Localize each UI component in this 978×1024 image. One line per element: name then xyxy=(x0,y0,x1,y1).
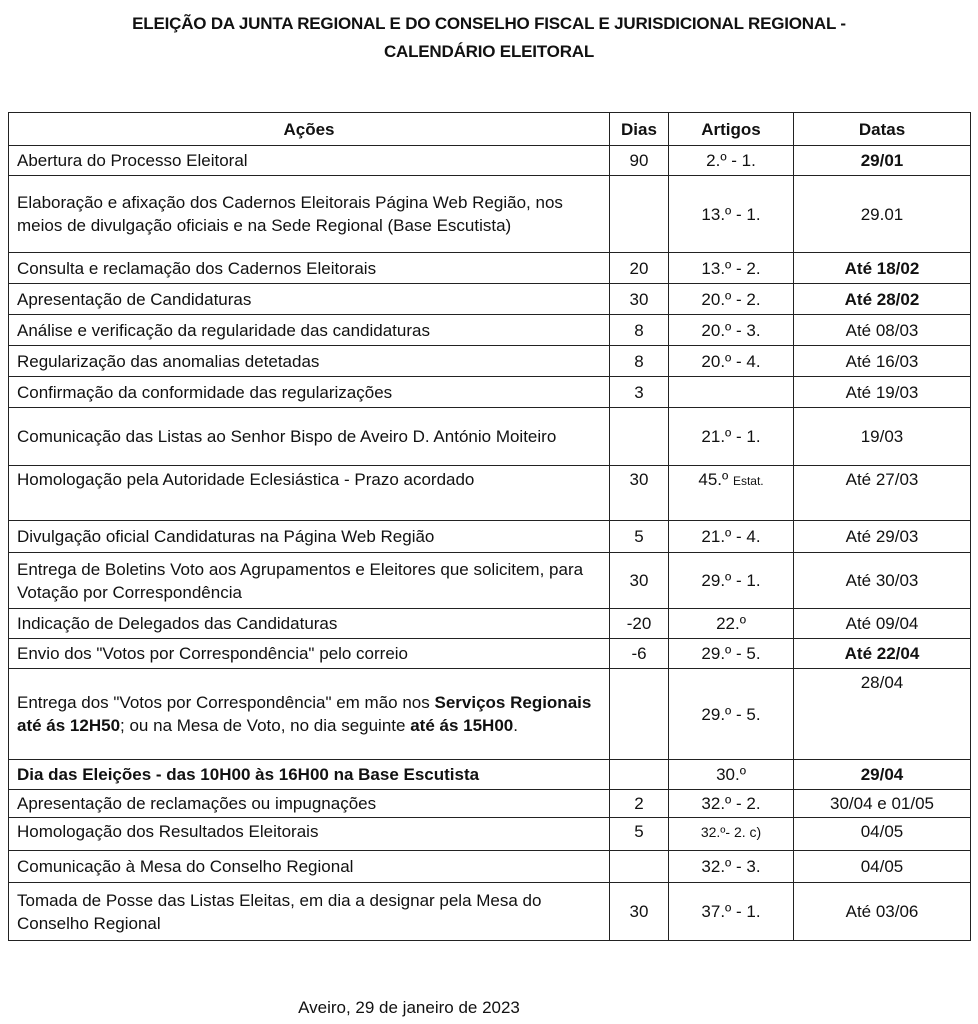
row-artigo: 32.º - 3. xyxy=(669,851,794,883)
row-artigo: 21.º - 1. xyxy=(669,408,794,466)
row-acao: Tomada de Posse das Listas Eleitas, em dia a designar pela Mesa do Conselho Regional xyxy=(9,883,610,941)
row-data: Até 08/03 xyxy=(794,315,971,346)
header-acoes: Ações xyxy=(9,113,610,146)
row-artigo: 13.º - 1. xyxy=(669,176,794,253)
row-acao: Entrega de Boletins Voto aos Agrupamentos e Eleitores que solicitem, para Votação por Correspondência xyxy=(9,553,610,609)
row-dias: 90 xyxy=(610,146,669,176)
row-acao: Dia das Eleições - das 10H00 às 16H00 na Base Escutista xyxy=(9,760,610,790)
table-row xyxy=(9,466,971,521)
acao-part: Entrega dos "Votos por Correspondência" em mão nos xyxy=(17,693,430,712)
row-acao: Apresentação de Candidaturas xyxy=(9,284,610,315)
row-acao: Apresentação de reclamações ou impugnações xyxy=(9,790,610,818)
row-data: 28/04 xyxy=(794,669,971,760)
row-artigo: 13.º - 2. xyxy=(669,253,794,284)
artigo-note: Estat. xyxy=(732,474,764,488)
row-dias xyxy=(610,176,669,253)
table-row xyxy=(9,851,971,883)
row-acao: Regularização das anomalias detetadas xyxy=(9,346,610,377)
title-line-1: ELEIÇÃO DA JUNTA REGIONAL E DO CONSELHO FISCAL E JURISDICIONAL REGIONAL - xyxy=(132,14,846,33)
row-artigo: 30.º xyxy=(669,760,794,790)
row-data: Até 16/03 xyxy=(794,346,971,377)
row-dias xyxy=(610,669,669,760)
row-dias: 30 xyxy=(610,284,669,315)
row-dias xyxy=(610,760,669,790)
row-data: Até 29/03 xyxy=(794,521,971,553)
row-artigo: 20.º - 4. xyxy=(669,346,794,377)
row-acao xyxy=(9,669,610,760)
row-dias xyxy=(610,851,669,883)
row-acao: Abertura do Processo Eleitoral xyxy=(9,146,610,176)
table-row xyxy=(9,284,971,315)
table-row xyxy=(9,253,971,284)
table-row xyxy=(9,176,971,253)
row-artigo: 21.º - 4. xyxy=(669,521,794,553)
calendar-table xyxy=(8,112,971,941)
acao-part: ; ou na Mesa de Voto, no dia seguinte xyxy=(120,716,406,735)
row-artigo: 20.º - 3. xyxy=(669,315,794,346)
acao-part-bold: Serviços Regionais até ás 12H50 xyxy=(17,693,592,735)
footer-date: Aveiro, 29 de janeiro de 2023 xyxy=(298,998,520,1017)
row-artigo: 22.º xyxy=(669,609,794,639)
table-row xyxy=(9,377,971,408)
row-data: Até 09/04 xyxy=(794,609,971,639)
row-artigo: 37.º - 1. xyxy=(669,883,794,941)
acao-part-bold: até ás 15H00 xyxy=(410,716,514,735)
row-acao: Indicação de Delegados das Candidaturas xyxy=(9,609,610,639)
artigo-number: 32.º- 2. c) xyxy=(700,824,762,840)
table-row xyxy=(9,408,971,466)
row-data: 30/04 e 01/05 xyxy=(794,790,971,818)
row-artigo: 2.º - 1. xyxy=(669,146,794,176)
row-acao: Divulgação oficial Candidaturas na Página Web Região xyxy=(9,521,610,553)
row-acao: Homologação dos Resultados Eleitorais xyxy=(9,818,610,851)
row-artigo: 29.º - 1. xyxy=(669,553,794,609)
row-data: Até 27/03 xyxy=(794,466,971,521)
title-line-2: CALENDÁRIO ELEITORAL xyxy=(383,42,595,61)
row-acao: Comunicação das Listas ao Senhor Bispo de Aveiro D. António Moiteiro xyxy=(9,408,610,466)
row-acao: Análise e verificação da regularidade das candidaturas xyxy=(9,315,610,346)
row-artigo xyxy=(669,377,794,408)
row-data: Até 28/02 xyxy=(794,284,971,315)
table-row xyxy=(9,553,971,609)
row-acao: Envio dos "Votos por Correspondência" pelo correio xyxy=(9,639,610,669)
row-artigo xyxy=(669,466,794,521)
table-row xyxy=(9,669,971,760)
table-row xyxy=(9,146,971,176)
artigo-number: 45.º xyxy=(698,470,729,489)
row-dias xyxy=(610,408,669,466)
row-acao: Consulta e reclamação dos Cadernos Eleitorais xyxy=(9,253,610,284)
table-row xyxy=(9,346,971,377)
row-artigo: 29.º - 5. xyxy=(669,639,794,669)
table-row xyxy=(9,818,971,851)
row-data: Até 30/03 xyxy=(794,553,971,609)
row-data: 04/05 xyxy=(794,818,971,851)
table-row xyxy=(9,760,971,790)
row-dias: 30 xyxy=(610,553,669,609)
row-data: 19/03 xyxy=(794,408,971,466)
row-data: Até 03/06 xyxy=(794,883,971,941)
row-dias: 30 xyxy=(610,466,669,521)
row-dias: 8 xyxy=(610,346,669,377)
table-row xyxy=(9,521,971,553)
row-artigo: 32.º - 2. xyxy=(669,790,794,818)
table-row xyxy=(9,883,971,941)
row-dias: 5 xyxy=(610,521,669,553)
row-artigo: 29.º - 5. xyxy=(669,669,794,760)
table-row xyxy=(9,315,971,346)
page-title xyxy=(0,10,978,66)
row-dias: 3 xyxy=(610,377,669,408)
table-row xyxy=(9,790,971,818)
row-data: 29/04 xyxy=(794,760,971,790)
row-artigo xyxy=(669,818,794,851)
row-dias: 2 xyxy=(610,790,669,818)
table-row xyxy=(9,609,971,639)
row-dias: -6 xyxy=(610,639,669,669)
row-data: Até 18/02 xyxy=(794,253,971,284)
header-dias: Dias xyxy=(610,113,669,146)
row-data: 29/01 xyxy=(794,146,971,176)
row-dias: 30 xyxy=(610,883,669,941)
header-datas: Datas xyxy=(794,113,971,146)
row-acao: Confirmação da conformidade das regularizações xyxy=(9,377,610,408)
row-acao: Homologação pela Autoridade Eclesiástica - Prazo acordado xyxy=(9,466,610,521)
row-data: 29.01 xyxy=(794,176,971,253)
row-data: Até 19/03 xyxy=(794,377,971,408)
header-artigos: Artigos xyxy=(669,113,794,146)
row-acao: Comunicação à Mesa do Conselho Regional xyxy=(9,851,610,883)
acao-part: . xyxy=(513,716,518,735)
row-data: 04/05 xyxy=(794,851,971,883)
row-data: Até 22/04 xyxy=(794,639,971,669)
row-artigo: 20.º - 2. xyxy=(669,284,794,315)
row-dias: -20 xyxy=(610,609,669,639)
table-header-row xyxy=(9,113,971,146)
table-row xyxy=(9,639,971,669)
row-dias: 20 xyxy=(610,253,669,284)
row-acao: Elaboração e afixação dos Cadernos Eleitorais Página Web Região, nos meios de divulgação oficiais e na Sede Regional (Base Escutista) xyxy=(9,176,610,253)
row-dias: 5 xyxy=(610,818,669,851)
row-dias: 8 xyxy=(610,315,669,346)
